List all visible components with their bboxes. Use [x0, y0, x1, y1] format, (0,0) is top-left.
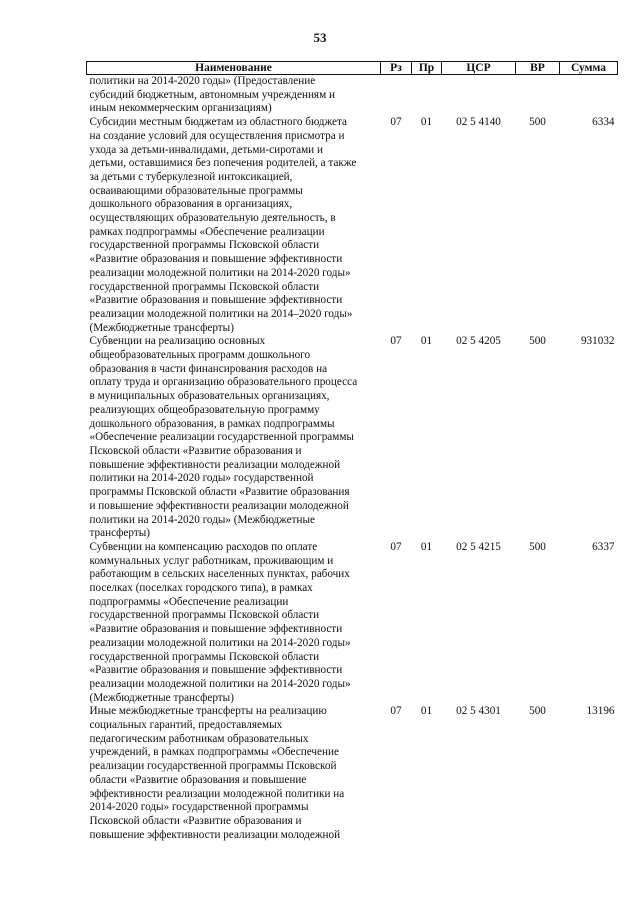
table-row [87, 335, 618, 541]
row-name: Иные межбюджетные трансферты на реализацию социальных гарантий, предоставляемых педагогическим работникам образовательных учреждений, в рамках подпрограммы «Обеспечение реализации государственной программы Псковской области «Развитие образования и повышение эффективности реализации молодежной политики на 2014-2020 годы» государственной программы Псковской области «Развитие образования и повышение эффективности реализации молодежной [89, 705, 345, 841]
row-sum: 6337 [592, 540, 615, 553]
table-row [87, 116, 618, 335]
row-csr: 02 5 4301 [456, 705, 501, 718]
row-name: Субсидии местным бюджетам из областного бюджета на создание условий для осуществления присмотра и ухода за детьми-инвалидами, детьми-сиротами и детьми, оставшимися без попечения родителей, а также за детьми с туберкулезной интоксикацией, осваивающими образовательные программы дошкольного образования в организациях, осуществляющих образовательную деятельность, в рамках подпрограммы «Обеспечение реализации государственной программы Псковской области «Развитие образования и повышение эффективности реализации молодежной политики на 2014-2020 годы» государственной программы Псковской области «Развитие образования и повышение эффективности реализации молодежной политики на 2014–2020 годы» (Межбюджетные трансферты) [89, 116, 357, 334]
row-vr: 500 [529, 540, 546, 553]
row-sum: 6334 [592, 116, 615, 129]
table-body [87, 75, 618, 843]
row-csr [442, 75, 516, 117]
row-csr: 02 5 4215 [456, 540, 501, 553]
row-rz: 07 [390, 705, 402, 718]
row-rz: 07 [390, 335, 402, 348]
row-vr: 500 [529, 705, 546, 718]
table-header [87, 62, 618, 75]
row-name: Субвенции на реализацию основных общеобразовательных программ дошкольного образования в части финансирования расходов на оплату труда и организацию образовательного процесса в муниципальных образовательных организациях, реализующих общеобразовательную программу дошкольного образования, в рамках подпрограммы «Обеспечение реализации государственной программы Псковской области «Развитие образования и повышение эффективности реализации молодежной политики на 2014-2020 годы» государственной программы Псковской области «Развитие образования и повышение эффективности реализации молодежной политики на 2014-2020 годы» (Межбюджетные трансферты) [89, 335, 358, 540]
table-row [87, 541, 618, 705]
row-rz: 07 [390, 540, 402, 553]
row-rz [381, 75, 412, 117]
header-vr: ВР [516, 62, 560, 75]
header-sum: Сумма [560, 62, 618, 75]
header-pr: Пр [412, 62, 442, 75]
table-row [87, 75, 618, 117]
row-name: политики на 2014-2020 годы» (Предоставление субсидий бюджетным, автономным учреждениям и иным некоммерческим организациям) [89, 75, 335, 115]
header-rz: Рз [381, 62, 412, 75]
row-pr: 01 [420, 116, 433, 129]
row-rz: 07 [390, 116, 402, 129]
row-vr: 500 [529, 116, 546, 129]
row-pr: 01 [420, 705, 433, 718]
row-sum [560, 75, 618, 117]
row-csr: 02 5 4205 [456, 335, 501, 348]
row-vr: 500 [529, 335, 546, 348]
table-row [87, 705, 618, 842]
header-name: Наименование [87, 62, 381, 75]
header-csr: ЦСР [442, 62, 516, 75]
row-pr: 01 [420, 335, 433, 348]
row-vr [516, 75, 560, 117]
row-pr: 01 [420, 540, 433, 553]
row-pr [412, 75, 442, 117]
page-number: 53 [313, 30, 327, 45]
row-sum: 931032 [580, 335, 615, 348]
row-name: Субвенции на компенсацию расходов по оплате коммунальных услуг работникам, проживающим и работающим в сельских населенных пунктах, рабочих поселках (поселках городского типа), в рамках подпрограммы «Обеспечение реализации государственной программы Псковской области «Развитие образования и повышение эффективности реализации молодежной политики на 2014-2020 годы» государственной программы Псковской области «Развитие образования и повышение эффективности реализации молодежной политики на 2014-2020 годы» (Межбюджетные трансферты) [89, 540, 351, 704]
budget-table [86, 61, 618, 842]
row-csr: 02 5 4140 [456, 116, 501, 129]
row-sum: 13196 [586, 705, 615, 718]
